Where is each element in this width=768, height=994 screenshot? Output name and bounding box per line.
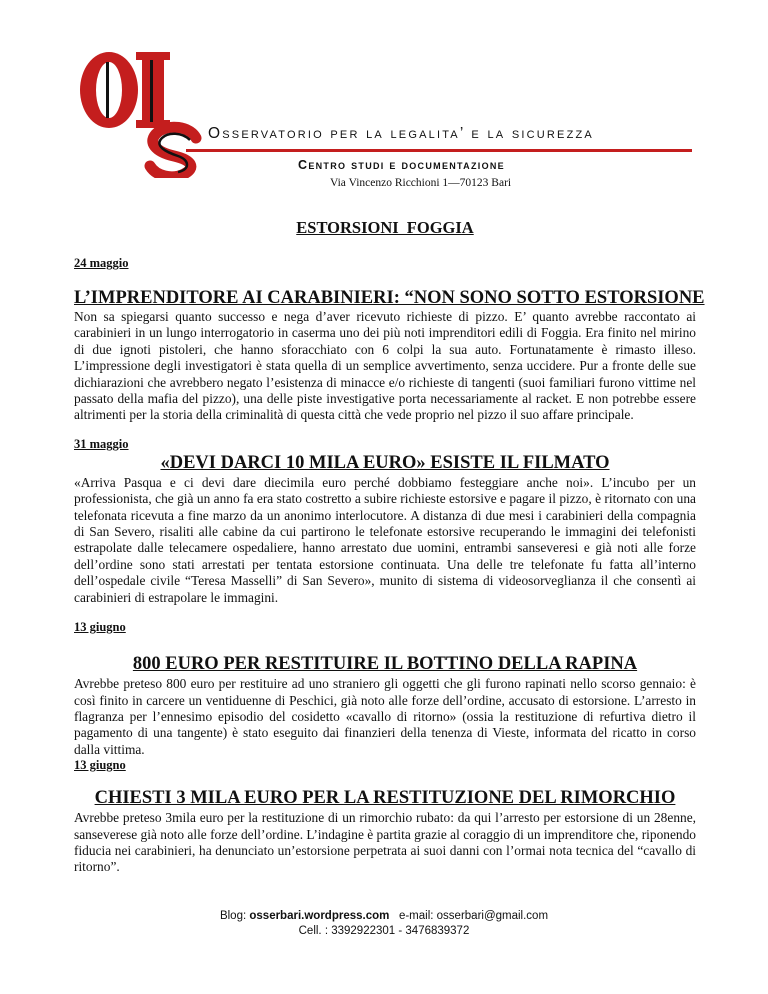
email-link[interactable]: osserbari@gmail.com <box>436 910 549 922</box>
article-2 <box>74 437 696 606</box>
article-date: 13 giugno <box>74 620 126 635</box>
header-divider <box>186 149 692 152</box>
blog-label: Blog: <box>219 910 250 922</box>
article-date: 31 maggio <box>74 436 129 451</box>
ois-logo <box>78 48 206 178</box>
article-1 <box>74 256 705 424</box>
organization-name: Osservatorio per la legalita’ e la sicurezza <box>208 125 594 142</box>
article-headline: «DEVI DARCI 10 MILA EURO» ESISTE IL FILMATO <box>160 452 610 473</box>
article-text: Avrebbe preteso 3mila euro per la restituzione di un rimorchio rubato: da qui l’arresto per estorsione di un 28enne, sanseverese già noto alle forze dell’ordine. L’indagine è partita grazie al coraggio di un imprenditore che, riponendo fiducia nei carabinieri, ha denunciato un’estorsione perpetrata ai suoi danni con l’ormai nota tecnica del “cavallo di ritorno”. <box>74 810 696 875</box>
article-headline: CHIESTI 3 MILA EURO PER LA RESTITUZIONE DEL RIMORCHIO <box>94 788 676 809</box>
article-3 <box>74 620 696 758</box>
footer-phone-line <box>0 924 768 939</box>
phone-numbers: 3392922301 - 3476839372 <box>331 925 470 937</box>
footer-contact-line <box>0 909 768 924</box>
phone-label: Cell. : <box>298 925 332 937</box>
page-footer <box>0 909 768 939</box>
article-date: 24 maggio <box>74 256 129 270</box>
blog-link[interactable]: osserbari.wordpress.com <box>249 910 390 922</box>
article-text: Non sa spiegarsi quanto successo e nega d’aver ricevuto richieste di pizzo. E’ quanto avrebbe raccontato ai carabinieri in un lungo interrogatorio in caserma uno dei più noti imprenditori edili di Foggia. Era finito nel mirino di due ignoti pistoleri, che hanno sforacchiato con 6 colpi la sua auto. Fortunatamente è rimasto illeso. L’impressione degli investigatori è stata quella di un semplice avvertimento, senza uccidere. Pur a fronte delle sue dichiarazioni che avrebbero negato l’esistenza di minacce e/o richieste di tangenti (suoi familiari furono vittime nel passato della mafia del pizzo), una delle piste investigative porta necessariamente al racket. E non potrebbe essere altrimenti per la storia della criminalità di questa città che vede proprio nel pizzo il suo affare principale. <box>74 309 696 423</box>
email-label: e-mail: <box>398 910 437 922</box>
article-text: Avrebbe preteso 800 euro per restituire ad uno straniero gli oggetti che gli furono rapinati nello scorso gennaio: è così finito in carcere un ventiduenne di Peschici, già noto alle forze dell’ordine, accusato di estorsione. L’arresto in flagranza per l’ennesimo episodio del cosidetto «cavallo di ritorno» (ossia la restituzione di refurtiva dietro il pagamento di una tangente) è stato eseguito dai finanzieri della tenenza di Vieste, informata del ricatto in corso dalla vittima. <box>74 676 696 757</box>
organization-address: Via Vincenzo Ricchioni 1—70123 Bari <box>330 177 512 189</box>
document-title: ESTORSIONI FOGGIA <box>296 218 474 237</box>
organization-subtitle: Centro studi e documentazione <box>298 158 505 172</box>
article-headline: 800 EURO PER RESTITUIRE IL BOTTINO DELLA RAPINA <box>132 654 638 675</box>
article-4 <box>74 758 696 876</box>
document-body <box>74 218 705 876</box>
article-text: «Arriva Pasqua e ci devi dare diecimila euro perché dobbiamo festeggiare anche noi». L’incubo per un professionista, che già un anno fa era stato costretto a subire richieste estorsive e pagare il pizzo, è ritornato con una telefonata ricevuta a fine marzo da un anonimo interlocutore. A distanza di due mesi i carabinieri della compagnia di San Severo, risaliti alle cabine da cui partirono le telefonate estorsive recuperando le immagini dei telefonisti estrapolate dalle telecamere ospedaliere, hanno arrestato due uomini, entrambi sanseveresi e già noti alle forze dell’ordine sono stati arrestati per tentata estorsione continuata. Una delle tre telefonate fu fatta all’interno dell’ospedale civile “Teresa Masselli” di San Severo», munito di sistema di videosorveglianza il che consentì ai carabinieri di estrapolare le immagini. <box>74 474 696 605</box>
article-headline: L’IMPRENDITORE AI CARABINIERI: “NON SONO SOTTO ESTORSIONE <box>74 288 705 308</box>
article-date: 13 giugno <box>74 758 126 773</box>
